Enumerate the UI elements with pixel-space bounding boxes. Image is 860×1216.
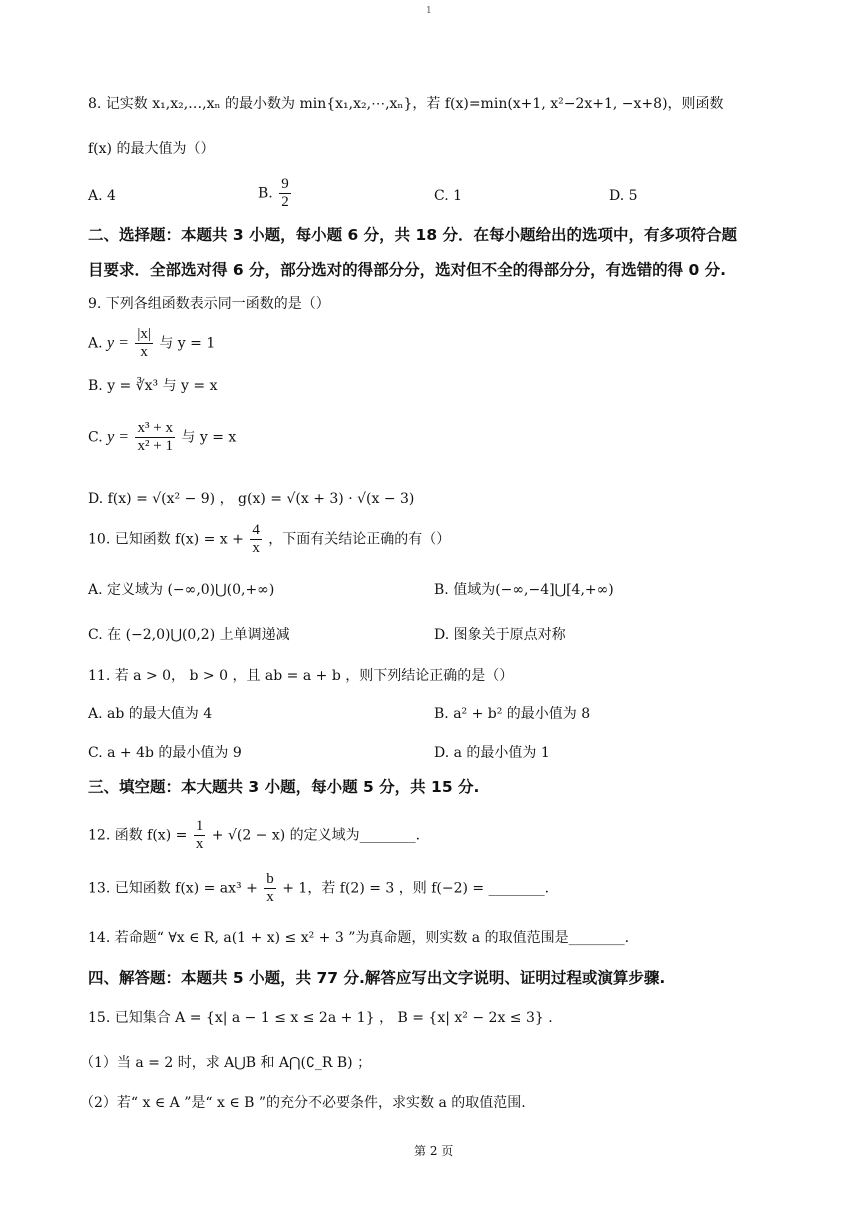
option-label: C. (88, 429, 103, 446)
q11-option-c: C. a + 4b 的最小值为 9 (88, 745, 242, 761)
q11-option-d: D. a 的最小值为 1 (434, 745, 550, 761)
q11-option-b: B. a² + b² 的最小值为 8 (434, 706, 591, 722)
option-rest: 与 y = x (181, 429, 237, 446)
q9-stem: 9. 下列各组函数表示同一函数的是（） (88, 296, 330, 312)
q15-part2: （2）若“ x ∈ A ”是“ x ∈ B ”的充分不必要条件，求实数 a 的取值范围. (80, 1095, 526, 1111)
q12 (88, 818, 420, 853)
q8-option-d: D. 5 (609, 188, 638, 204)
fraction-numerator: x³ + x (137, 420, 173, 436)
fraction-numerator: 1 (195, 818, 204, 834)
q10-option-b: B. 值域为(−∞,−4]⋃[4,+∞) (434, 582, 614, 598)
q10-option-c: C. 在 (−2,0)⋃(0,2) 上单调递减 (88, 627, 290, 643)
section2-heading-line1: 二、选择题：本题共 3 小题，每小题 6 分，共 18 分．在每小题给出的选项中，有多项符合题 (88, 226, 738, 244)
fraction-denominator: x (252, 540, 260, 556)
math-text: y = (107, 428, 130, 446)
q13-fraction (264, 871, 276, 906)
fraction-denominator: x (195, 836, 204, 852)
q11-stem: 11. 若 a > 0， b > 0 ，且 ab = a + b ，则下列结论正确的是（） (88, 668, 514, 684)
page-footer: 第 2 页 (414, 1144, 454, 1158)
q8-option-a: A. 4 (88, 188, 116, 204)
q10-stem-suffix: ，下面有关结论正确的有（） (268, 531, 451, 548)
q10-option-a: A. 定义域为 (−∞,0)⋃(0,+∞) (88, 582, 275, 598)
q9-option-d: D. f(x) = √(x² − 9) ， g(x) = √(x + 3) · √(x − 3) (88, 491, 415, 507)
q13-prefix: 13. 已知函数 f(x) = ax³ + (88, 880, 258, 897)
q8-option-b (258, 176, 293, 211)
q8-option-b-fraction (279, 176, 291, 211)
q9-option-c (88, 420, 236, 455)
q10-fraction (250, 522, 262, 557)
fraction-numerator: b (266, 871, 274, 887)
q9-a-fraction (135, 326, 153, 361)
q12-fraction (194, 818, 206, 853)
q12-prefix: 12. 函数 f(x) = (88, 827, 188, 844)
q13 (88, 871, 549, 906)
q8-option-c: C. 1 (434, 188, 463, 204)
q13-suffix: + 1，若 f(2) = 3 ，则 f(−2) = ________. (282, 880, 550, 897)
q10-stem (88, 522, 450, 557)
section2-heading-line2: 目要求．全部选对得 6 分，部分选对的得部分分，选对但不全的得部分分，有选错的得 0 分. (88, 261, 727, 279)
fraction-denominator: x (266, 889, 274, 905)
q11-option-a: A. ab 的最大值为 4 (88, 706, 213, 722)
section3-heading: 三、填空题：本大题共 3 小题，每小题 5 分，共 15 分. (88, 778, 480, 796)
q10-stem-prefix: 10. 已知函数 f(x) = x + (88, 531, 244, 548)
math-text: y = (107, 334, 129, 352)
fraction-denominator: x (140, 344, 148, 360)
q8-line2: f(x) 的最大值为（） (88, 141, 215, 157)
q9-option-b: B. y = ∛x³ 与 y = x (88, 378, 218, 394)
q10-option-d: D. 图象关于原点对称 (434, 627, 566, 643)
q14: 14. 若命题“ ∀x ∈ R, a(1 + x) ≤ x² + 3 ”为真命题，则实数 a 的取值范围是________. (88, 930, 630, 946)
fraction-denominator: x² + 1 (137, 438, 173, 454)
q15-part1: （1）当 a = 2 时，求 A⋃B 和 A⋂(∁_R B) ； (80, 1055, 372, 1071)
fraction-denominator: 2 (281, 194, 289, 210)
q12-suffix: + √(2 − x) 的定义域为________. (211, 827, 421, 844)
option-rest: 与 y = 1 (159, 335, 216, 352)
q9-c-fraction (135, 420, 174, 455)
section4-heading: 四、解答题：本题共 5 小题，共 77 分.解答应写出文字说明、证明过程或演算步骤. (88, 969, 666, 987)
fraction-numerator: 9 (281, 176, 289, 192)
fraction-numerator: 4 (252, 522, 260, 538)
q9-option-a (88, 326, 215, 361)
q8-line1: 8. 记实数 x₁,x₂,…,xₙ 的最小数为 min{x₁,x₂,⋯,xₙ}，若 f(x)=min(x+1, x²−2x+1, −x+8)，则函数 (88, 96, 724, 112)
q15-stem: 15. 已知集合 A = {x| a − 1 ≤ x ≤ 2a + 1} ， B = {x| x² − 2x ≤ 3} . (88, 1010, 553, 1026)
q8-option-b-label: B. (258, 185, 273, 202)
fraction-numerator: |x| (137, 326, 151, 342)
page-marker: 1 (426, 6, 432, 16)
option-label: A. (88, 335, 103, 352)
